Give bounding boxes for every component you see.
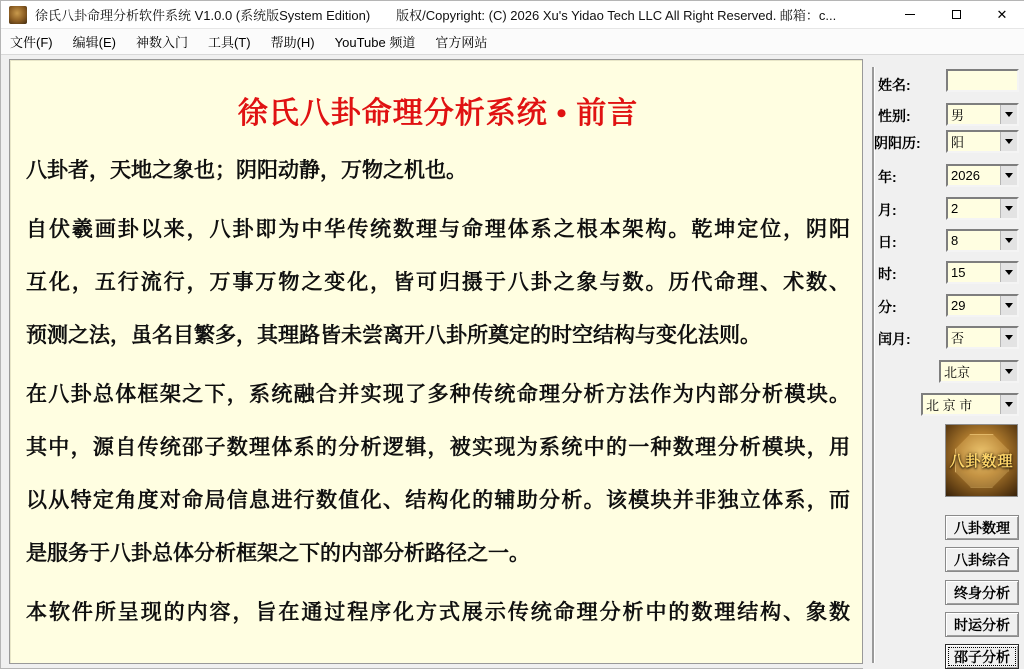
month-label: 月: [878,202,897,218]
preface-panel [9,59,863,664]
year-select[interactable]: 2026 [946,164,1019,187]
fortune-analysis-button[interactable]: 时运分析 [945,612,1019,637]
leap-month-select[interactable]: 否 [946,326,1019,349]
menu-help[interactable]: 帮助(H) [270,35,315,50]
name-input[interactable] [946,69,1019,92]
maximize-icon [952,10,961,19]
preface-paragraph [26,203,850,362]
chevron-down-icon[interactable] [1000,263,1017,282]
bagua-artwork-caption: 八卦数理 [949,454,1014,470]
preface-line: 自伏羲画卦以来，八卦即为中华传统数理与命理体系之根本架构。乾坤定位，阴阳 [26,217,850,241]
close-button[interactable] [979,1,1024,29]
calendar-label: 阴阳历: [874,135,921,151]
titlebar-copyright: 版权/Copyright: (C) 2026 Xu's Yidao Tech LLC All Right Reserved. 邮箱：c... [396,8,837,23]
hour-select[interactable]: 15 [946,261,1019,284]
menu-tools[interactable]: 工具(T) [207,35,251,50]
preface-line: 是服务于八卦总体分析框架之下的内部分析路径之一。 [26,541,530,565]
input-panel [863,55,1024,669]
chevron-down-icon[interactable] [1000,395,1017,414]
bagua-shuli-button[interactable]: 八卦数理 [945,515,1019,540]
gender-select[interactable]: 男 [946,103,1019,126]
preface-line: 互化，五行流行，万事万物之变化，皆可归摄于八卦之象与数。历代命理、术数、 [26,270,850,294]
bagua-artwork-image [945,424,1018,497]
month-select[interactable]: 2 [946,197,1019,220]
preface-title: 徐氏八卦命理分析系统 • 前言 [237,97,639,130]
province-select[interactable]: 北京 [939,360,1019,383]
hour-label: 时: [878,266,897,282]
app-icon [9,6,27,24]
minute-select[interactable]: 29 [946,294,1019,317]
preface-line: 本软件所呈现的内容，旨在通过程序化方式展示传统命理分析中的数理结构、象数 [26,600,850,624]
window-controls [887,1,1024,29]
chevron-down-icon[interactable] [1000,362,1017,381]
preface-paragraph [26,368,850,580]
minimize-icon [905,14,915,15]
close-icon: ✕ [996,7,1008,22]
day-label: 日: [878,234,897,250]
menu-official-site[interactable]: 官方网站 [435,35,488,50]
bagua-zonghe-button[interactable]: 八卦综合 [945,547,1019,572]
gender-label: 性别: [878,108,911,124]
chevron-down-icon[interactable] [1000,199,1017,218]
preface-paragraph [26,144,850,197]
day-select[interactable]: 8 [946,229,1019,252]
preface-line: 以从特定角度对命局信息进行数值化、结构化的辅助分析。该模块并非独立体系，而 [26,488,850,512]
preface-line: 其中，源自传统邵子数理体系的分析逻辑，被实现为系统中的一种数理分析模块，用 [26,435,850,459]
calendar-select[interactable]: 阳 [946,130,1019,153]
minute-label: 分: [878,299,897,315]
minimize-button[interactable] [887,1,933,29]
preface-line: 八卦者，天地之象也；阴阳动静，万物之机也。 [26,158,467,182]
menu-bar [1,29,1024,55]
window-title: 徐氏八卦命理分析软件系统 V1.0.0 (系统版System Edition) [35,8,371,23]
title-bar [1,1,1024,29]
preface-line: 在八卦总体框架之下，系统融合并实现了多种传统命理分析方法作为内部分析模块。 [26,382,850,406]
preface-line: 预测之法，虽名目繁多，其理路皆未尝离开八卦所奠定的时空结构与变化法则。 [26,323,761,347]
year-label: 年: [878,169,897,185]
name-label: 姓名: [878,77,911,93]
menu-youtube-channel[interactable]: YouTube 频道 [334,35,416,50]
leap-month-label: 闰月: [878,331,911,347]
preface-paragraph [26,586,850,639]
menu-shenshu-intro[interactable]: 神数入门 [135,35,188,50]
city-select[interactable]: 北 京 市 [921,393,1019,416]
lifetime-analysis-button[interactable]: 终身分析 [945,580,1019,605]
menu-file[interactable]: 文件(F) [10,35,53,50]
shaozi-analysis-button[interactable]: 邵子分析 [945,644,1019,669]
chevron-down-icon[interactable] [1000,105,1017,124]
panel-frame-line [872,67,874,663]
chevron-down-icon[interactable] [1000,166,1017,185]
chevron-down-icon[interactable] [1000,328,1017,347]
maximize-button[interactable] [933,1,979,29]
chevron-down-icon[interactable] [1000,231,1017,250]
menu-edit[interactable]: 编辑(E) [72,35,116,50]
chevron-down-icon[interactable] [1000,132,1017,151]
chevron-down-icon[interactable] [1000,296,1017,315]
